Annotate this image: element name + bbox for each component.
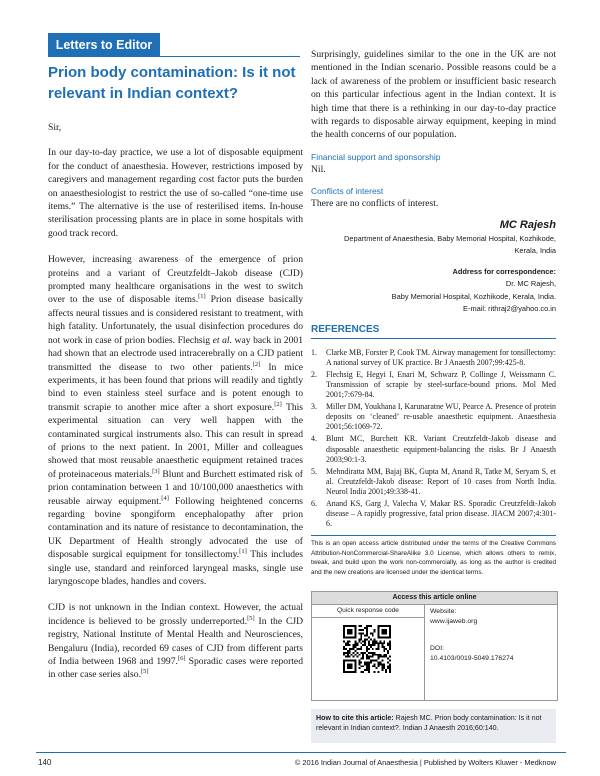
letter-left-column xyxy=(48,121,303,682)
conflicts-heading: Conflicts of interest xyxy=(311,186,384,197)
reference-text: Anand KS, Garg J, Valecha V, Makar RS. Sporadic Creutzfeldt-Jakob disease – A rapidly progressive, fatal prion disease. JIACM 2007;4:301-6. xyxy=(326,498,556,529)
qr-section xyxy=(312,605,425,700)
paragraph-3: CJD is not unknown in the Indian context. However, the actual incidence is believed to be grossly underreported.[5] In the CJD registry, National Institute of Mental Health and Neurosciences, Bengaluru (India), recorded 69 cases of CJD from different parts of India between 1968 and 1997.[6] Sporadic cases were reported in other case series also.[5] xyxy=(48,602,304,681)
paragraph-4: Surprisingly, guidelines similar to the one in the UK are not mentioned in the Indian scenario. Possible reasons could be a lack of awareness of the problem or insufficient basic research on this particular infectious agent in the Indian context. It is high time that there is a rethinking in our day-to-day practice with regards to disposable airway equipment, keeping in mind the health concerns of our population. xyxy=(311,49,556,141)
website-link[interactable]: www.ijaweb.org xyxy=(430,617,478,625)
reference-item xyxy=(311,402,556,432)
author-name: MC Rajesh xyxy=(499,218,556,231)
doi-label: DOI: xyxy=(430,645,444,653)
funding-heading: Financial support and sponsorship xyxy=(311,151,441,162)
reference-item xyxy=(311,348,556,368)
access-heading: Access this article online xyxy=(312,592,557,605)
correspondence-block: Address for correspondence: Dr. MC Rajesh, Baby Memorial Hospital, Kozhikode, Kerala, India. E-mail: rithraj2@yahoo.co.in xyxy=(311,266,556,316)
reference-text: Clarke MB, Forster P, Cook TM. Airway management for tonsillectomy: A national survey of UK practice. Br J Anaesth 2007;99:425-8. xyxy=(326,347,556,367)
license-rule xyxy=(311,535,556,536)
qr-label: Quick response code xyxy=(312,605,424,618)
reference-item xyxy=(311,434,556,464)
reference-text: Miller DM, Youkhana I, Karunaratne WU, Pearce A. Presence of protein deposits on ‘cleaned’ re-usable anaesthetic equipment. Anaesthesia 2001;56:1069-72. xyxy=(326,402,556,432)
salutation: Sir, xyxy=(48,122,62,133)
reference-list xyxy=(311,348,556,530)
author-affiliation: Department of Anaesthesia, Baby Memorial Hospital, Kozhikode, Kerala, India xyxy=(344,233,556,256)
qr-code-icon[interactable] xyxy=(343,625,391,678)
reference-item xyxy=(311,467,556,497)
reference-number: 3. xyxy=(311,402,317,412)
reference-number: 4. xyxy=(311,434,317,444)
reference-item xyxy=(311,499,556,529)
reference-text: Mehndiratta MM, Bajaj BK, Gupta M, Anand R, Tatke M, Seryam S, et al. Creutzfeldt-Jakob disease: Report of 10 cases from North India. Neurol India 2001;49:338-41. xyxy=(326,466,556,496)
reference-number: 1. xyxy=(311,347,317,357)
how-to-cite-text: Rajesh MC. Prion body contamination: Is it not relevant in Indian context?. Indian J Anaesth 2016;60:140. xyxy=(316,714,542,733)
funding-text: Nil. xyxy=(311,163,326,175)
email-link[interactable]: E-mail: rithraj2@yahoo.co.in xyxy=(463,304,556,314)
how-to-cite-label: How to cite this article: xyxy=(316,714,394,722)
header-rule xyxy=(160,56,300,57)
references-rule xyxy=(311,338,556,339)
footer-rule xyxy=(36,752,566,753)
paragraph-2: However, increasing awareness of the emergence of prion proteins and a variant of Creutzfeldt–Jakob disease (CJD) prompted many healthcare organisations in the west to switch over to the use of disposable items.[1] Prion disease basically affects neural tissues and is considered resistant to treatment, with high fatality. Unfortunately, the usual disinfection procedures do not work in case of prion bodies. Flechsig et al. way back in 2001 had shown that an electrode used intracerebrally on a CJD patient transmitted the disease to two other patients.[2] In mice experiments, it has been found that prions will readily and tightly bind to even stainless steel surface and is potent enough to transmit scrapie to another mice after a short exposure.[2] This experimental situation can very well happen with the contaminated surgical instruments also. This can result in spread of prions to the next patient. In 2001, Miller and colleagues showed that most reusable anaesthetic equipment retained traces of proteinaceous materials.[3] Blunt and Burchett estimated risk of prion contamination between 1 and 10/100,000 anaesthetics with reusable airway equipment.[4] Following heightened concerns regarding bovine spongiform encephalopathy after prion contamination and its nature of resistance to decontamination, the UK Department of Health strongly advocated the use of disposable surgical equipment for tonsillectomy.[1] This includes single use, standard and reinforced laryngeal masks, single use laryngoscope blades, handles and covers. xyxy=(48,254,304,587)
access-article-box xyxy=(311,591,558,701)
reference-item xyxy=(311,370,556,400)
article-info xyxy=(430,607,514,663)
article-title: Prion body contamination: Is it not relevant in Indian context? xyxy=(48,64,296,102)
reference-number: 5. xyxy=(311,466,317,476)
reference-text: Flechsig E, Hegyi I, Enari M, Schwarz P, Collinge J, Weissmann C. Transmission of scrapie by steel-surface-bound prions. Mol Med 2001;7:679-84. xyxy=(326,369,556,400)
reference-number: 6. xyxy=(311,498,317,508)
reference-text: Blunt MC, Burchett KR. Variant Creutzfeldt-Jakob disease and disposable anaesthetic equipment-balancing the risks. Br J Anaesth 2003;90:1-3. xyxy=(326,434,556,464)
section-tag: Letters to Editor xyxy=(48,33,160,57)
page-number: 140 xyxy=(38,758,52,767)
doi-link[interactable]: 10.4103/0019-5049.176274 xyxy=(430,654,514,662)
publisher-line: © 2016 Indian Journal of Anaesthesia | Published by Wolters Kluwer - Medknow xyxy=(294,758,556,767)
license-text: This is an open access article distributed under the terms of the Creative Commons Attribution-NonCommercial-ShareAlike 3.0 License, which allows others to remix, tweak, and build upon the work non-commercially, as long as the author is credited and the new creations are licensed under the identical terms. xyxy=(311,540,556,577)
how-to-cite-box xyxy=(311,709,556,743)
letter-right-column xyxy=(311,48,556,578)
website-label: Website: xyxy=(430,608,457,615)
conflicts-text: There are no conflicts of interest. xyxy=(311,198,439,210)
paragraph-1: In our day-to-day practice, we use a lot of disposable equipment for the conduct of anaesthesia. However, restrictions imposed by caregivers and management regarding cost factor puts the burden on anaesthesiologist to restrict the use of so-called “one-time use items.” The alternative is the use of resterilised items. In-house sterilisation processing plants are in place in some hospitals with good track record. xyxy=(48,147,303,239)
references-heading: REFERENCES xyxy=(311,323,380,335)
reference-number: 2. xyxy=(311,369,317,379)
